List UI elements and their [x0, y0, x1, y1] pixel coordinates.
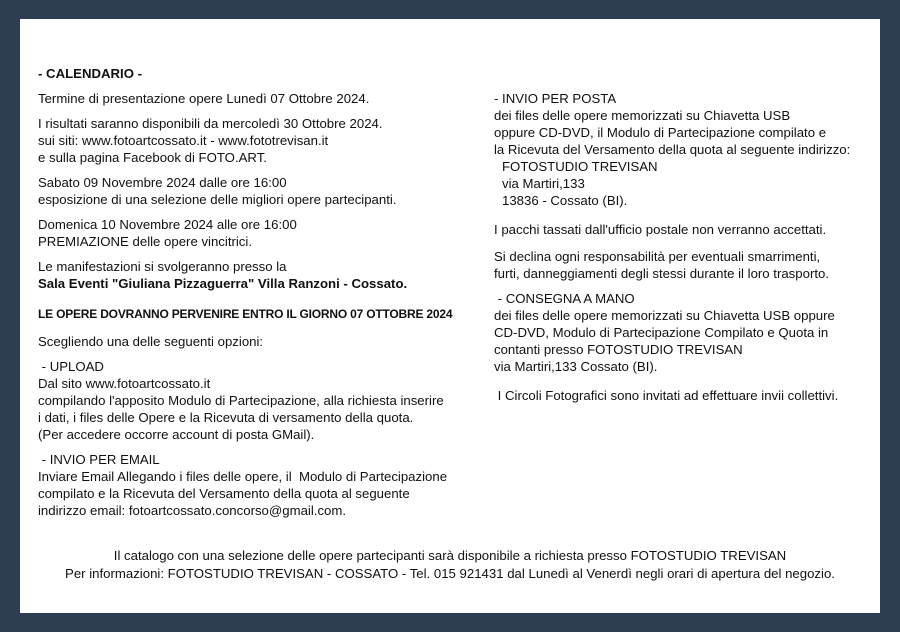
hand-line: via Martiri,133 Cossato (BI).: [494, 359, 658, 374]
post-line: oppure CD-DVD, il Modulo di Partecipazione compilato e: [494, 125, 827, 140]
results-line: I risultati saranno disponibili da mercoledì 30 Ottobre 2024.: [38, 116, 383, 131]
document-sheet: [20, 19, 880, 613]
liability-paragraph: [494, 248, 879, 282]
venue-paragraph: [38, 258, 478, 292]
results-line: e sulla pagina Facebook di FOTO.ART.: [38, 150, 267, 165]
post-line: dei files delle opere memorizzati su Chiavetta USB: [494, 108, 791, 123]
post-title: - INVIO PER POSTA: [494, 91, 617, 106]
footer-info-line: Per informazioni: FOTOSTUDIO TREVISAN - COSSATO - Tel. 015 921431 dal Lunedì al Venerdì negli orari di apertura del negozio.: [65, 566, 835, 581]
hand-line: CD-DVD, Modulo di Partecipazione Compilato e Quota in: [494, 325, 829, 340]
venue-name: Sala Eventi "Giuliana Pizzaguerra" Villa Ranzoni - Cossato.: [38, 276, 408, 291]
liability-line: furti, danneggiamenti degli stessi durante il loro trasporto.: [494, 266, 829, 281]
upload-section: [38, 358, 478, 443]
upload-line: (Per accedere occorre account di posta GMail).: [38, 427, 315, 442]
address-line: 13836 - Cossato (BI).: [502, 193, 628, 208]
right-column: [494, 90, 879, 412]
awards-paragraph: [38, 216, 478, 250]
email-line: compilato e la Ricevuta del Versamento della quota al seguente: [38, 486, 410, 501]
exhibition-line: Sabato 09 Novembre 2024 dalle ore 16:00: [38, 175, 287, 190]
awards-line: PREMIAZIONE delle opere vincitrici.: [38, 234, 252, 249]
upload-title: - UPLOAD: [38, 359, 104, 374]
email-section: [38, 451, 478, 519]
footer: [20, 547, 880, 583]
exhibition-paragraph: [38, 174, 478, 208]
results-line: sui siti: www.fotoartcossato.it - www.fototrevisan.it: [38, 133, 329, 148]
upload-line: compilando l'apposito Modulo di Partecipazione, alla richiesta inserire: [38, 393, 444, 408]
exhibition-line: esposizione di una selezione delle migliori opere partecipanti.: [38, 192, 397, 207]
venue-intro: Le manifestazioni si svolgeranno presso la: [38, 259, 287, 274]
deadline-notice: LE OPERE DOVRANNO PERVENIRE ENTRO IL GIORNO 07 OTTOBRE 2024: [38, 307, 453, 321]
hand-line: contanti presso FOTOSTUDIO TREVISAN: [494, 342, 743, 357]
hand-delivery-section: [494, 290, 879, 375]
post-line: la Ricevuta del Versamento della quota al seguente indirizzo:: [494, 142, 851, 157]
upload-line: i dati, i files delle Opere e la Ricevuta di versamento della quota.: [38, 410, 414, 425]
address-line: via Martiri,133: [502, 176, 585, 191]
email-line: Inviare Email Allegando i files delle opere, il Modulo di Partecipazione: [38, 469, 448, 484]
results-paragraph: [38, 115, 478, 166]
footer-catalog-line: Il catalogo con una selezione delle opere partecipanti sarà disponibile a richiesta presso FOTOSTUDIO TREVISAN: [113, 548, 787, 563]
liability-line: Si declina ogni responsabilità per eventuali smarrimenti,: [494, 249, 821, 264]
upload-line: Dal sito www.fotoartcossato.it: [38, 376, 211, 391]
taxed-note: I pacchi tassati dall'ufficio postale non verranno accettati.: [494, 222, 827, 237]
email-title: - INVIO PER EMAIL: [38, 452, 160, 467]
address-line: FOTOSTUDIO TREVISAN: [502, 159, 658, 174]
hand-title: - CONSEGNA A MANO: [494, 291, 635, 306]
email-line: indirizzo email: fotoartcossato.concorso@gmail.com.: [38, 503, 347, 518]
hand-line: dei files delle opere memorizzati su Chiavetta USB oppure: [494, 308, 835, 323]
options-intro: Scegliendo una delle seguenti opzioni:: [38, 334, 264, 349]
left-column: [38, 65, 478, 527]
awards-line: Domenica 10 Novembre 2024 alle ore 16:00: [38, 217, 297, 232]
post-section: [494, 90, 879, 158]
calendar-heading: - CALENDARIO -: [38, 66, 143, 81]
deadline-line: Termine di presentazione opere Lunedì 07 Ottobre 2024.: [38, 91, 370, 106]
clubs-note: I Circoli Fotografici sono invitati ad effettuare invii collettivi.: [494, 388, 839, 403]
postal-address: [494, 158, 879, 209]
